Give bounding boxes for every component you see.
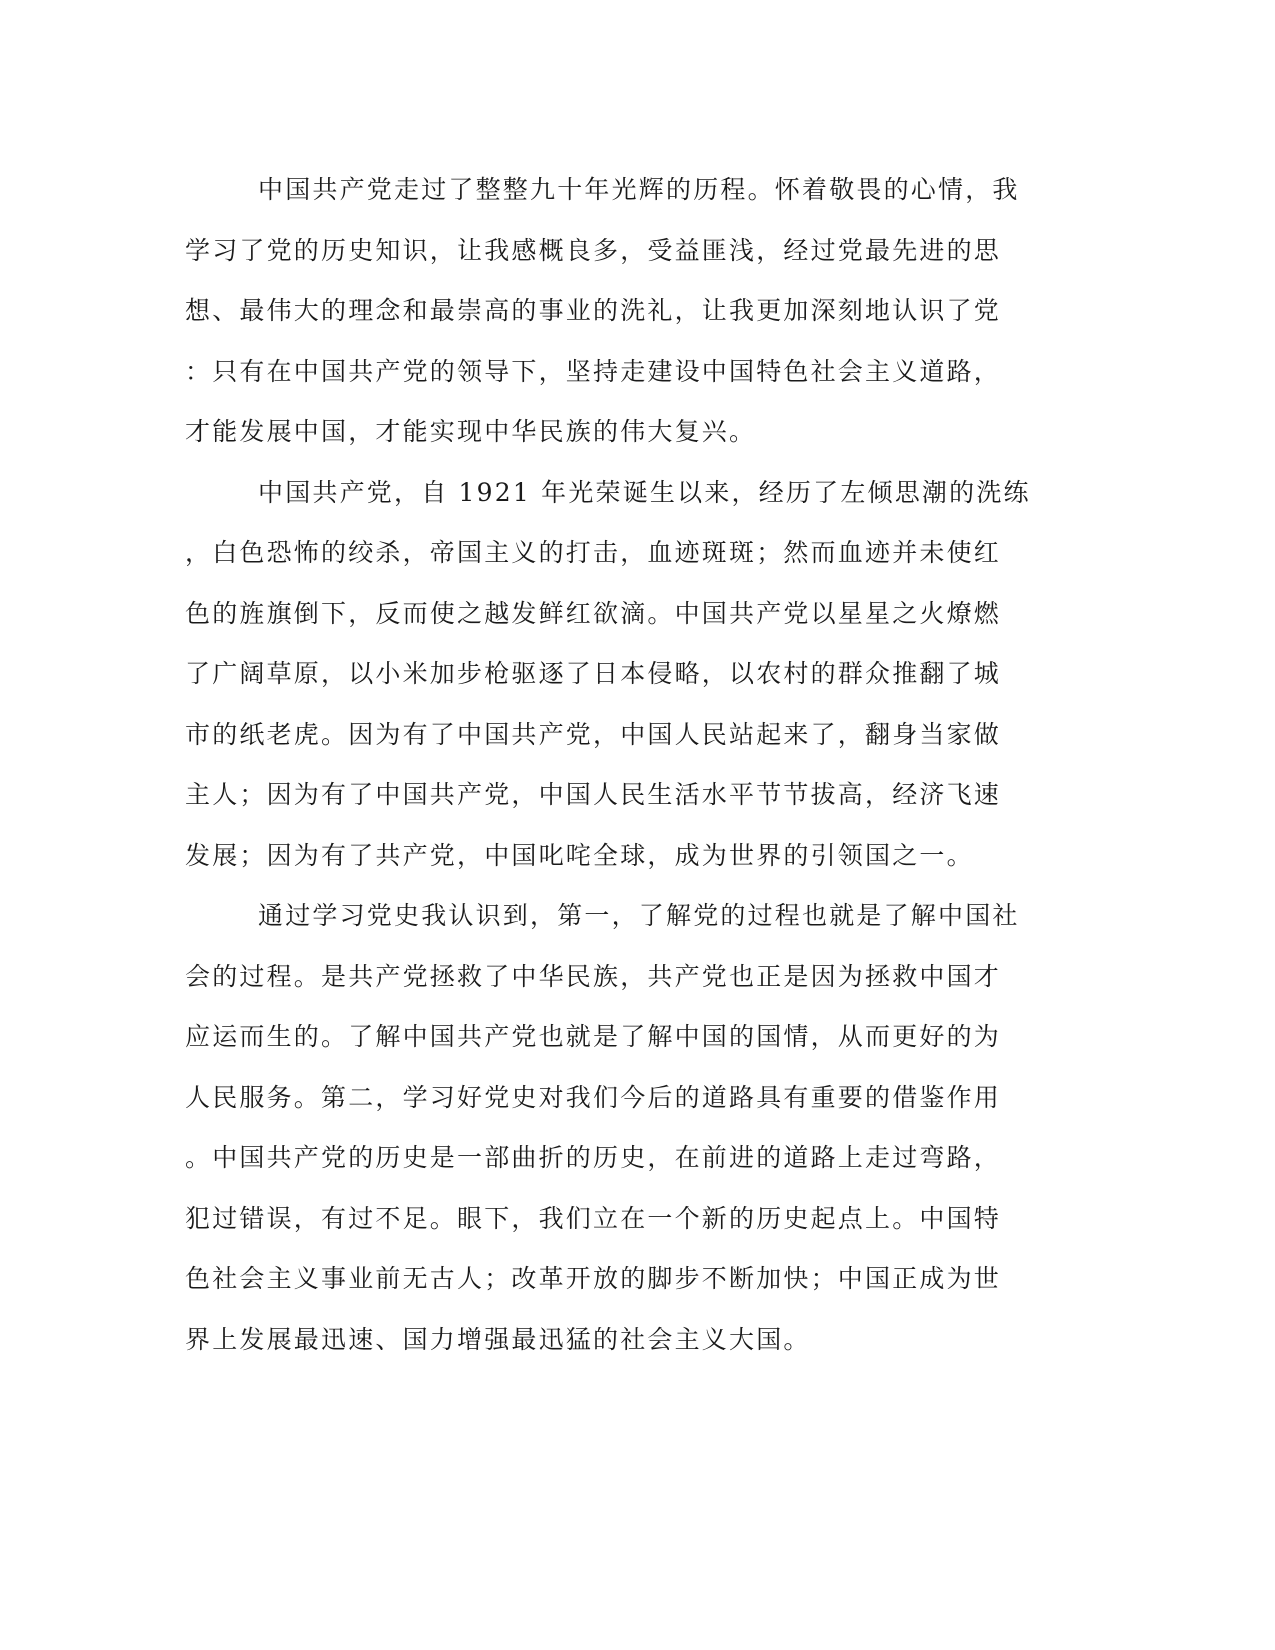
paragraph-1	[185, 160, 1065, 463]
paragraph-line: ：只有在中国共产党的领导下，坚持走建设中国特色社会主义道路，	[185, 356, 1002, 386]
paragraph-3	[185, 886, 1065, 1370]
paragraph-line: 界上发展最迅速、国力增强最迅猛的社会主义大国。	[185, 1324, 811, 1354]
paragraph-line: 人民服务。第二，学习好党史对我们今后的道路具有重要的借鉴作用	[185, 1082, 1002, 1112]
paragraph-line: 犯过错误，有过不足。眼下，我们立在一个新的历史起点上。中国特	[185, 1203, 1002, 1233]
paragraph-line: 中国共产党走过了整整九十年光辉的历程。怀着敬畏的心情，我	[258, 175, 1020, 204]
paragraph-line: 市的纸老虎。因为有了中国共产党，中国人民站起来了，翻身当家做	[185, 719, 1002, 749]
paragraph-line: 通过学习党史我认识到，第一，了解党的过程也就是了解中国社	[258, 901, 1020, 930]
paragraph-line: 中国共产党，自 1921 年光荣诞生以来，经历了左倾思潮的洗练	[258, 477, 1031, 507]
paragraph-line: 想、最伟大的理念和最崇高的事业的洗礼，让我更加深刻地认识了党	[185, 296, 1002, 325]
paragraph-line: 了广阔草原，以小米加步枪驱逐了日本侵略，以农村的群众推翻了城	[185, 659, 1002, 688]
paragraph-line: ，白色恐怖的绞杀，帝国主义的打击，血迹斑斑；然而血迹并未使红	[185, 538, 1002, 567]
paragraph-line: 色社会主义事业前无古人；改革开放的脚步不断加快；中国正成为世	[185, 1264, 1002, 1293]
paragraph-line: 会的过程。是共产党拯救了中华民族，共产党也正是因为拯救中国才	[185, 961, 1002, 991]
document-body	[185, 160, 1065, 1370]
paragraph-line: 色的旌旗倒下，反而使之越发鲜红欲滴。中国共产党以星星之火燎燃	[185, 598, 1002, 628]
paragraph-line: 才能发展中国，才能实现中华民族的伟大复兴。	[185, 417, 757, 446]
paragraph-line: 。中国共产党的历史是一部曲折的历史，在前进的道路上走过弯路，	[185, 1143, 1002, 1172]
paragraph-line: 主人；因为有了中国共产党，中国人民生活水平节节拔高，经济飞速	[185, 780, 1002, 809]
paragraph-2	[185, 463, 1065, 887]
paragraph-line: 学习了党的历史知识，让我感概良多，受益匪浅，经过党最先进的思	[185, 235, 1002, 265]
paragraph-line: 发展；因为有了共产党，中国叱咤全球，成为世界的引领国之一。	[185, 840, 974, 870]
paragraph-line: 应运而生的。了解中国共产党也就是了解中国的国情，从而更好的为	[185, 1022, 1002, 1051]
